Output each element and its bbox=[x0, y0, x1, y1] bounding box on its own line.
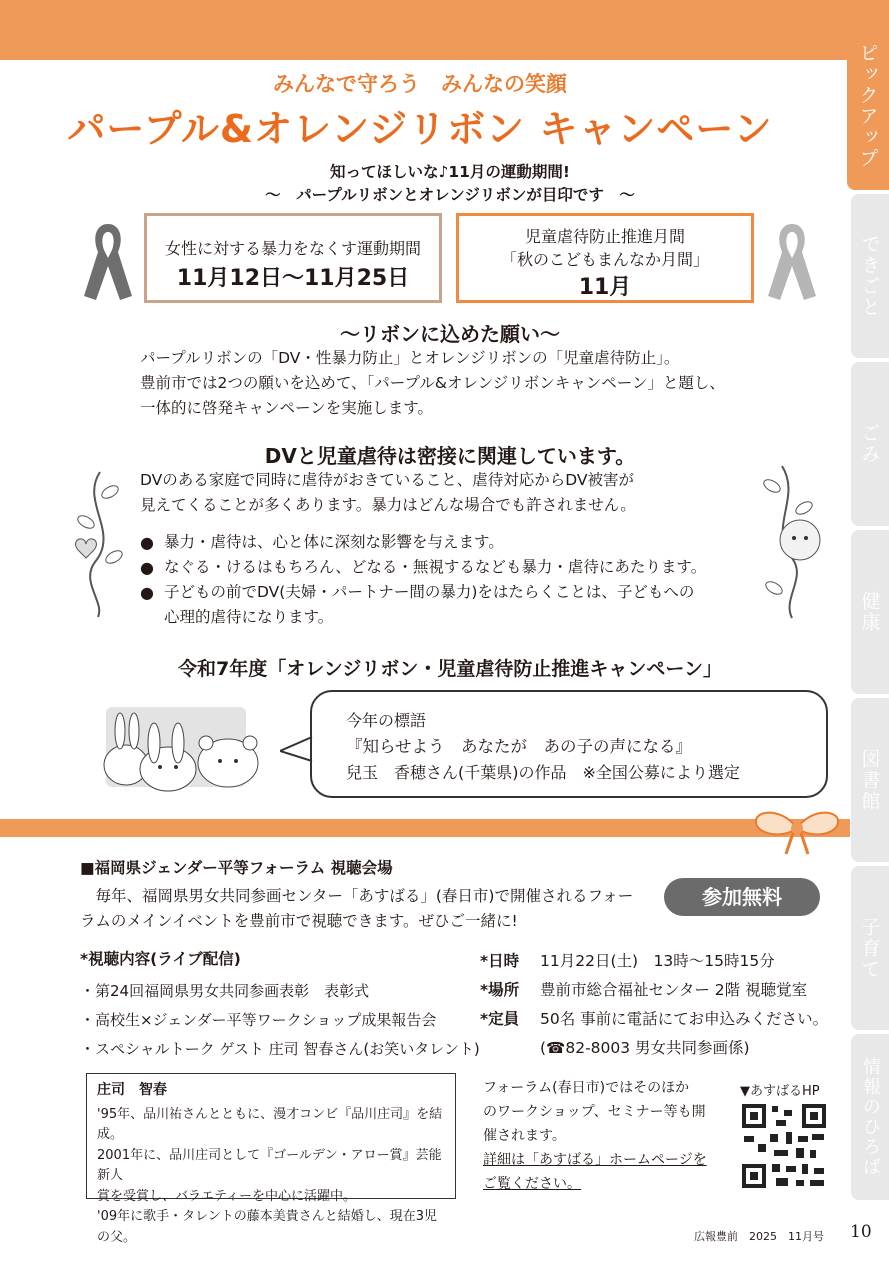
tab-garbage[interactable]: ごみ bbox=[851, 362, 889, 526]
wish-line-2: 豊前市では2つの願いを込めて、「パープル&オレンジリボンキャンペーン」と題し、 bbox=[140, 374, 725, 392]
bow-icon bbox=[752, 800, 842, 856]
list-item-continuation bbox=[140, 605, 706, 630]
capacity-label: *定員 bbox=[480, 1010, 520, 1028]
slogan-author: 兒玉 香穂さん(千葉県)の作品 ※全国公募により選定 bbox=[346, 763, 740, 782]
forum-heading: ■福岡県ジェンダー平等フォーラム 視聴会場 bbox=[80, 859, 393, 877]
speech-bubble-tail bbox=[280, 735, 314, 765]
list-item: ・高校生×ジェンダー平等ワークショップ成果報告会 bbox=[80, 1011, 437, 1029]
top-band bbox=[0, 0, 889, 60]
capacity-value: 50名 事前に電話にてお申込みください。 bbox=[540, 1010, 829, 1028]
profile-box bbox=[86, 1073, 456, 1245]
orange-box-label-1: 児童虐待防止推進月間 bbox=[524, 227, 685, 246]
slogan-bubble bbox=[310, 690, 828, 798]
bullet-text: なぐる・けるはもちろん、どなる・無視するなども暴力・虐待にあたります。 bbox=[164, 558, 707, 576]
profile-line-3: 賞を受賞し、バラエティーを中心に活躍中。 bbox=[97, 1188, 356, 1204]
dv-paragraph bbox=[140, 468, 800, 518]
dv-bullets bbox=[140, 530, 706, 630]
intro-line-2: ～ パープルリボンとオレンジリボンが目印です ～ bbox=[265, 186, 635, 204]
tab-childcare[interactable]: 子育て bbox=[851, 866, 889, 1030]
tab-pickup[interactable]: ピックアップ bbox=[847, 22, 889, 190]
place-value: 豊前市総合福祉センター 2階 視聴覚室 bbox=[540, 981, 808, 999]
orange-box-period: 11月 bbox=[578, 275, 632, 300]
dv-heading: DVと児童虐待は密接に関連しています。 bbox=[264, 444, 636, 468]
vine-right-icon bbox=[762, 458, 832, 623]
forum-desc-line-2: ラムのメインイベントを豊前市で視聴できます。ぜひご一緒に! bbox=[80, 912, 518, 930]
list-item bbox=[140, 530, 706, 555]
intro-line-1: 知ってほしいな♪11月の運動期間! bbox=[329, 163, 571, 181]
bullet-icon: ● bbox=[140, 558, 154, 577]
page-number: 10 bbox=[850, 1222, 872, 1242]
wish-paragraph bbox=[140, 346, 800, 421]
content-list bbox=[80, 977, 480, 1064]
orange-ribbon-icon bbox=[762, 218, 822, 304]
info-line-1: フォーラム(春日市)ではそのほか bbox=[483, 1080, 690, 1096]
bullet-icon: ● bbox=[140, 583, 154, 602]
list-item bbox=[140, 555, 706, 580]
orange-period-box bbox=[456, 213, 754, 303]
tab-library[interactable]: 図書館 bbox=[851, 698, 889, 862]
footer-publication: 広報豊前 2025 11月号 bbox=[694, 1230, 824, 1243]
bullet-text: 暴力・虐待は、心と体に深刻な影響を与えます。 bbox=[164, 533, 504, 551]
list-item: ・スペシャルトーク ゲスト 庄司 智春さん(お笑いタレント) bbox=[80, 1040, 480, 1058]
purple-period-box bbox=[144, 213, 442, 303]
tab-events[interactable]: できごと bbox=[851, 194, 889, 358]
contact-value: (☎82-8003 男女共同参画係) bbox=[540, 1039, 750, 1057]
slogan-label: 今年の標語 bbox=[346, 711, 427, 730]
info-link-2[interactable]: ご覧ください。 bbox=[483, 1176, 581, 1192]
tab-info[interactable]: 情報のひろば bbox=[851, 1034, 889, 1200]
wish-line-1: パープルリボンの「DV・性暴力防止」とオレンジリボンの「児童虐待防止」。 bbox=[140, 349, 680, 367]
qr-code-icon[interactable] bbox=[740, 1102, 828, 1190]
dv-line-1: DVのある家庭で同時に虐待がおきていること、虐待対応からDV被害が bbox=[140, 471, 635, 489]
vine-left-icon bbox=[70, 462, 130, 622]
info-line-3: 催されます。 bbox=[483, 1128, 566, 1144]
animals-illustration bbox=[98, 705, 270, 797]
content-heading: *視聴内容(ライブ配信) bbox=[80, 950, 241, 968]
slogan-text: 『知らせよう あなたが あの子の声になる』 bbox=[346, 737, 693, 756]
info-link-1[interactable]: 詳細は「あすばる」ホームページを bbox=[483, 1152, 707, 1168]
forum-desc-line-1: 毎年、福岡県男女共同参画センター「あすばる」(春日市)で開催されるフォー bbox=[80, 887, 634, 905]
wish-line-3: 一体的に啓発キャンペーンを実施します。 bbox=[140, 399, 433, 417]
bullet-icon: ● bbox=[140, 533, 154, 552]
section-divider bbox=[0, 819, 850, 837]
orange-box-label-2: 「秋のこどもまんなか月間」 bbox=[500, 250, 709, 269]
page-title: パープル&オレンジリボン キャンペーン bbox=[67, 107, 773, 151]
purple-box-period: 11月12日～11月25日 bbox=[176, 266, 410, 291]
event-details bbox=[480, 947, 828, 1063]
profile-line-4: '09年に歌手・タレントの藤本美貴さんと結婚し、現在3児の父。 bbox=[97, 1209, 438, 1245]
profile-line-1: '95年、品川祐さんとともに、漫才コンビ『品川庄司』を結成。 bbox=[97, 1106, 443, 1142]
list-item bbox=[140, 580, 706, 605]
date-label: *日時 bbox=[480, 952, 520, 970]
page-subtitle: みんなで守ろう みんなの笑顔 bbox=[273, 72, 567, 96]
bullet-text: 子どもの前でDV(夫婦・パートナー間の暴力)をはたらくことは、子どもへの bbox=[164, 583, 695, 601]
date-value: 11月22日(土) 13時～15時15分 bbox=[540, 952, 775, 970]
dv-line-2: 見えてくることが多くあります。暴力はどんな場合でも許されません。 bbox=[140, 496, 636, 514]
forum-description bbox=[80, 884, 633, 934]
purple-ribbon-icon bbox=[78, 218, 138, 304]
info-text bbox=[483, 1076, 707, 1196]
campaign-heading: 令和7年度「オレンジリボン・児童虐待防止推進キャンペーン」 bbox=[178, 658, 722, 680]
tab-health[interactable]: 健康 bbox=[851, 530, 889, 694]
profile-line-2: 2001年に、品川庄司として『ゴールデン・アロー賞』芸能新人 bbox=[97, 1147, 442, 1183]
purple-box-label: 女性に対する暴力をなくす運動期間 bbox=[164, 239, 421, 258]
profile-name: 庄司 智春 bbox=[97, 1082, 167, 1098]
place-label: *場所 bbox=[480, 981, 520, 999]
list-item: ・第24回福岡県男女共同参画表彰 表彰式 bbox=[80, 982, 370, 1000]
bullet-text: 心理的虐待になります。 bbox=[164, 608, 334, 626]
info-line-2: のワークショップ、セミナー等も開 bbox=[483, 1104, 706, 1120]
qr-label: ▼あすばるHP bbox=[740, 1084, 820, 1099]
wish-heading: ～リボンに込めた願い～ bbox=[340, 322, 560, 346]
free-admission-badge: 参加無料 bbox=[664, 878, 820, 916]
